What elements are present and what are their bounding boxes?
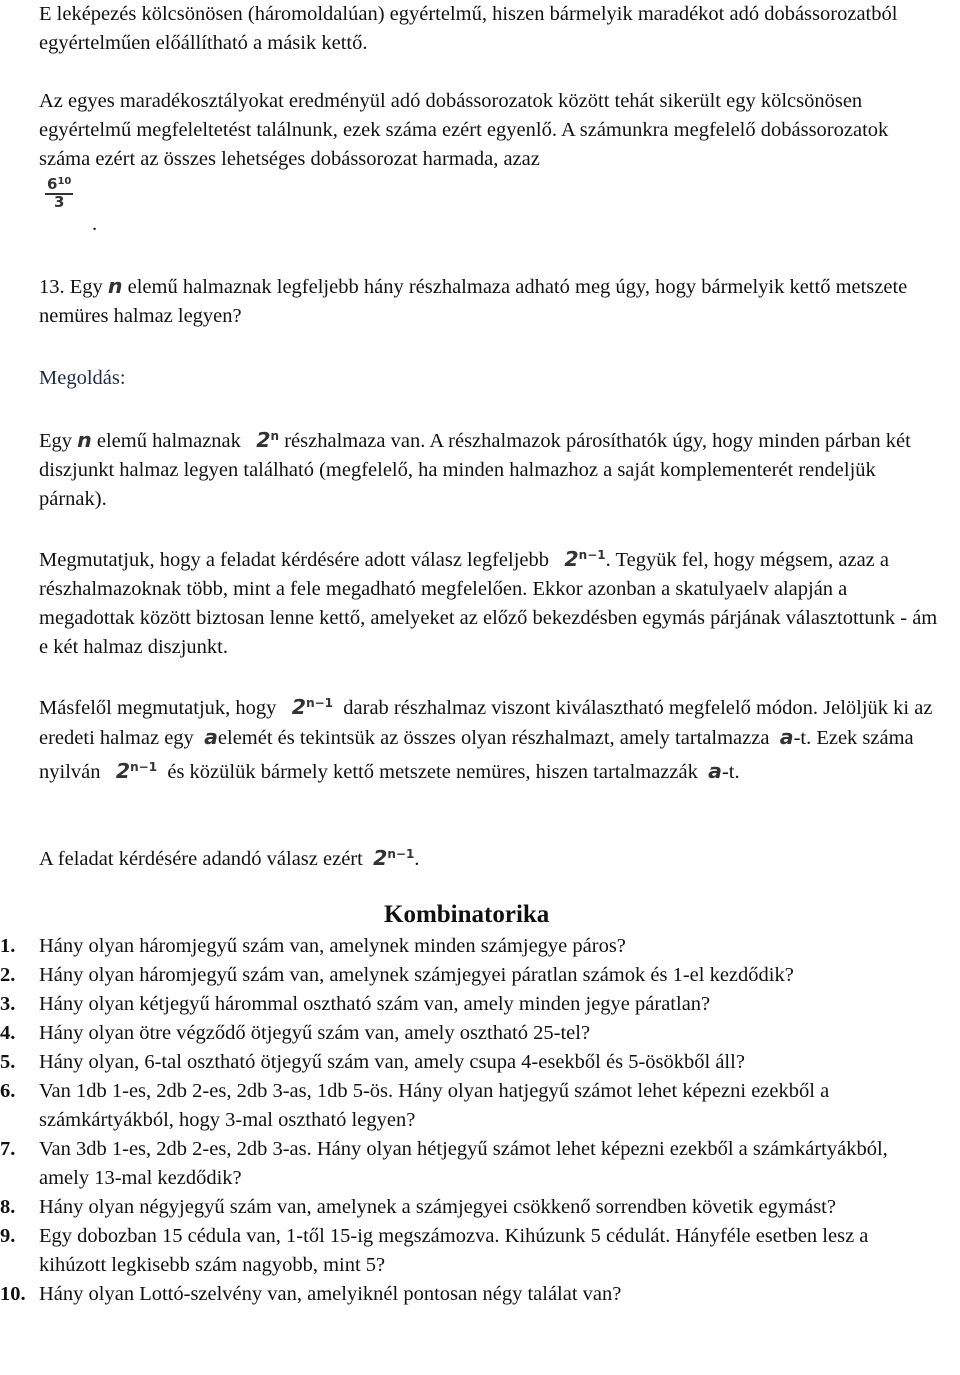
sol1-text-c: részhalmaza van. A részhalmazok párosíthatók úgy, hogy minden párban két diszjunkt halmaz legyen található (megfelelő, ha minden halmazhoz a saját komplementerét rendeljük párnak). xyxy=(39,430,911,510)
math-two-pow-n-minus-1: $2^{n-1}$ xyxy=(291,695,334,719)
paragraph-conclusion-text: Az egyes maradékosztályokat eredményül adó dobássorozatok között tehát sikerült egy kölcsönösen egyértelmű megfeleltetést találnunk, ezek száma ezért egyenlő. A számunkra megfelelő dobássorozatok száma ezért az összes lehetséges dobássorozat harmada, azaz xyxy=(39,90,889,170)
math-two-pow-n-minus-1: $2^{n-1}$ xyxy=(373,846,415,870)
math-variable-a: a xyxy=(204,725,218,749)
list-item xyxy=(0,1193,940,1222)
sol2-text-a: Megmutatjuk, hogy a feladat kérdésére adott válasz legfeljebb xyxy=(39,549,550,571)
question-list xyxy=(0,932,940,1309)
sol1-text-a: Egy xyxy=(39,430,73,452)
problem-13 xyxy=(39,272,939,331)
list-item xyxy=(0,1280,940,1309)
question-number: 9. xyxy=(0,1225,16,1247)
question-text: Van 3db 1-es, 2db 2-es, 2db 3-as. Hány olyan hétjegyű számot lehet képezni ezekből a számkártyákból, amely 13-mal kezdődik? xyxy=(39,1138,888,1189)
math-variable-n: n xyxy=(77,428,92,452)
fraction-base: 6 xyxy=(47,175,58,193)
fraction-six-pow-ten-over-three xyxy=(45,174,73,210)
list-item xyxy=(0,932,940,961)
problem-13-text-b: elemű halmaznak legfeljebb hány részhalmaza adható meg úgy, hogy bármelyik kettő metszete nemüres halmaz legyen? xyxy=(39,276,908,327)
math-variable-n: n xyxy=(107,274,123,298)
list-item xyxy=(0,961,940,990)
question-text: Egy dobozban 15 cédula van, 1-től 15-ig megszámozva. Kihúzunk 5 cédulát. Hányféle esetben lesz a kihúzott legkisebb szám nagyobb, mint 5? xyxy=(39,1225,869,1276)
sol2-text-b: . Tegyük fel, hogy mégsem, azaz a részhalmazoknak több, mint a fele megadható megfelelően. Ekkor azonban a skatulyaelv alapján a megadottak között biztosan lenne kettő, amelyeket az előző bekezdésben egymás párjának választottunk - ám e két halmaz diszjunkt. xyxy=(39,549,938,658)
math-variable-a: a xyxy=(708,759,722,783)
question-number: 10. xyxy=(0,1283,26,1305)
math-two-pow-n-minus-1: $2^{n-1}$ xyxy=(564,547,606,571)
list-item xyxy=(0,1019,940,1048)
list-item xyxy=(0,990,940,1019)
question-text: Hány olyan kétjegyű hárommal osztható szám van, amely minden jegye páratlan? xyxy=(39,993,711,1015)
question-number: 5. xyxy=(0,1051,16,1073)
math-variable-a: a xyxy=(779,725,794,749)
question-text: Hány olyan Lottó-szelvény van, amelyiknél pontosan négy találat van? xyxy=(39,1283,622,1305)
fraction-denominator: 3 xyxy=(53,193,65,211)
solution-paragraph-2 xyxy=(39,541,939,662)
paragraph-bijection: E leképezés kölcsönösen (háromoldalúan) egyértelmű, hiszen bármelyik maradékot adó dobássorozatból egyértelműen előállítható a másik kettő. xyxy=(39,3,898,54)
math-two-pow-n-minus-1: $2^{n-1}$ xyxy=(115,759,158,783)
fraction-numerator xyxy=(45,174,73,195)
question-text: Hány olyan háromjegyű szám van, amelynek minden számjegye páros? xyxy=(39,935,626,957)
question-number: 6. xyxy=(0,1080,16,1102)
sol1-text-b: elemű halmaznak xyxy=(96,430,241,452)
question-number: 2. xyxy=(0,964,16,986)
fraction-period: . xyxy=(92,213,98,235)
sol4-text-b: . xyxy=(414,848,420,870)
list-item xyxy=(0,1048,940,1077)
sol3-text-f: -t. xyxy=(721,761,740,783)
question-text: Hány olyan négyjegyű szám van, amelynek a számjegyei csökkenő sorrendben követik egymást? xyxy=(39,1196,836,1218)
list-item xyxy=(0,1135,940,1193)
solution-paragraph-1 xyxy=(39,422,939,514)
sol3-text-e: és közülük bármely kettő metszete nemüres, hiszen tartalmazzák xyxy=(167,761,698,783)
question-text: Hány olyan, 6-tal osztható ötjegyű szám van, amely csupa 4-esekből és 5-ösökből áll? xyxy=(39,1051,745,1073)
sol3-text-c: elemét és tekintsük az összes olyan részhalmazt, amely tartalmazza xyxy=(217,727,770,749)
question-number: 1. xyxy=(0,935,16,957)
question-number: 3. xyxy=(0,993,16,1015)
math-two-pow-n: 2$^n$ xyxy=(256,428,280,452)
question-number: 8. xyxy=(0,1196,16,1218)
section-heading: Kombinatorika xyxy=(384,901,550,928)
list-item xyxy=(0,1077,940,1135)
question-number: 4. xyxy=(0,1022,16,1044)
fraction-exponent: 10 xyxy=(57,176,72,187)
question-text: Hány olyan háromjegyű szám van, amelynek számjegyei páratlan számok és 1-el kezdődik? xyxy=(39,964,794,986)
question-number: 7. xyxy=(0,1138,16,1160)
solution-paragraph-3 xyxy=(39,689,939,787)
sol3-text-a: Másfelől megmutatjuk, hogy xyxy=(39,697,277,719)
question-text: Hány olyan ötre végződő ötjegyű szám van, amely osztható 25-tel? xyxy=(39,1022,591,1044)
solution-label: Megoldás: xyxy=(39,367,126,389)
problem-13-number: 13. xyxy=(39,276,65,298)
question-text: Van 1db 1-es, 2db 2-es, 2db 3-as, 1db 5-ös. Hány olyan hatjegyű számot lehet képezni ezekből a számkártyákból, hogy 3-mal osztható legyen? xyxy=(39,1080,830,1131)
sol3-text-b: darab részhalmaz viszont kiválasztható megfelelő módon. Jelöljük ki az eredeti halmaz egy xyxy=(39,697,933,749)
sol3-text-d: -t. Ezek száma nyilván xyxy=(39,727,914,783)
sol4-text-a: A feladat kérdésére adandó válasz ezért xyxy=(39,848,363,870)
solution-paragraph-4 xyxy=(39,840,419,874)
list-item xyxy=(0,1222,940,1280)
paragraph-conclusion xyxy=(39,87,939,239)
problem-13-text-a: Egy xyxy=(69,276,103,298)
